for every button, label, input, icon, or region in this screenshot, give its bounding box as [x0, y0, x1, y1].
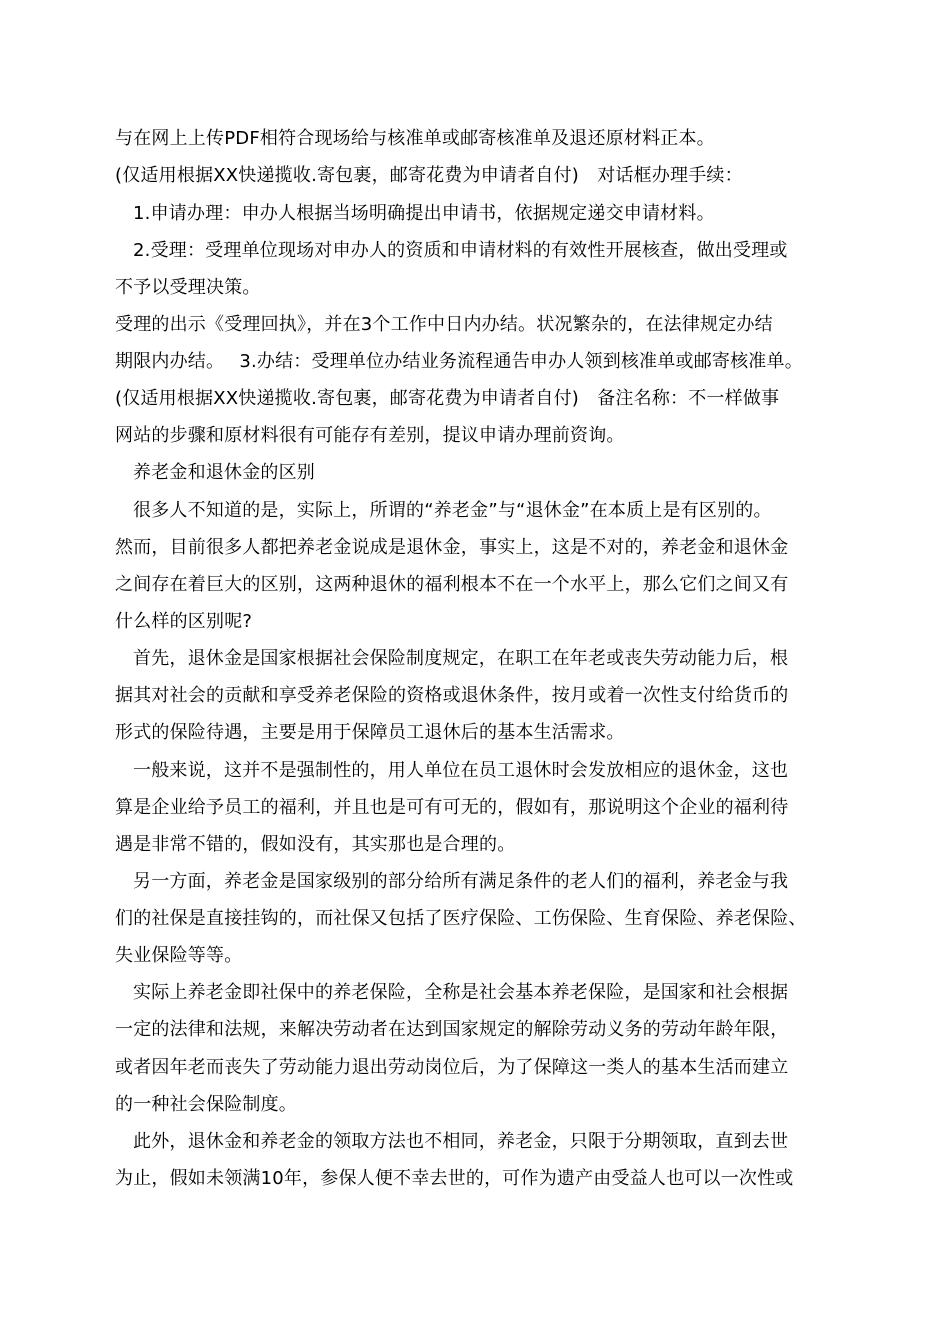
text-line: 然而，目前很多人都把养老金说成是退休金，事实上，这是不对的，养老金和退休金: [115, 537, 789, 558]
text-line: 为止，假如未领满10年，参保人便不幸去世的，可作为遗产由受益人也可以一次性或: [115, 1168, 794, 1189]
text-line: 另一方面，养老金是国家级别的部分给所有满足条件的老人们的福利，养老金与我: [133, 871, 789, 892]
text-line: 算是企业给予员工的福利，并且也是可有可无的，假如有，那说明这个企业的福利待: [115, 797, 789, 818]
text-line: 期限内办结。 3.办结：受理单位办结业务流程通告申办人领到核准单或邮寄核准单。: [115, 351, 803, 372]
text-line: 们的社保是直接挂钩的，而社保又包括了医疗保险、工伤保险、生育保险、养老保险、: [115, 908, 807, 929]
text-line: 之间存在着巨大的区别，这两种退休的福利根本不在一个水平上，那么它们之间又有: [115, 574, 789, 595]
text-line: 失业保险等等。: [115, 945, 243, 966]
section-heading: 养老金和退休金的区别: [133, 462, 315, 483]
text-line: 此外，退休金和养老金的领取方法也不相同，养老金，只限于分期领取，直到去世: [133, 1131, 789, 1152]
text-line: 网站的步骤和原材料很有可能存有差别，提议申请办理前资询。: [115, 425, 625, 446]
text-line: 形式的保险待遇，主要是用于保障员工退休后的基本生活需求。: [115, 722, 625, 743]
text-line: 首先，退休金是国家根据社会保险制度规定，在职工在年老或丧失劳动能力后，根: [133, 648, 789, 669]
text-line: 不予以受理决策。: [115, 277, 261, 298]
text-line: (仅适用根据XX快递揽收.寄包裹，邮寄花费为申请者自付) 备注名称：不一样做事: [115, 388, 780, 409]
text-line: 或者因年老而丧失了劳动能力退出劳动岗位后，为了保障这一类人的基本生活而建立: [115, 1057, 789, 1078]
text-line: 2.受理：受理单位现场对申办人的资质和申请材料的有效性开展核查，做出受理或: [133, 240, 788, 261]
text-line: 据其对社会的贡献和享受养老保险的资格或退休条件，按月或着一次性支付给货币的: [115, 685, 789, 706]
text-line: 受理的出示《受理回执》，并在3个工作中日内办结。状况繁杂的，在法律规定办结: [115, 314, 773, 335]
text-line: 与在网上上传PDF相符合现场给与核准单或邮寄核准单及退还原材料正本。: [115, 128, 715, 149]
text-line: 1.申请办理：申办人根据当场明确提出申请书，依据规定递交申请材料。: [133, 203, 715, 224]
text-line: (仅适用根据XX快递揽收.寄包裹，邮寄花费为申请者自付) 对话框办理手续：: [115, 165, 743, 186]
text-line: 什么样的区别呢?: [115, 611, 253, 632]
text-line: 实际上养老金即社保中的养老保险，全称是社会基本养老保险，是国家和社会根据: [133, 982, 789, 1003]
text-line: 一定的法律和法规，来解决劳动者在达到国家规定的解除劳动义务的劳动年龄年限，: [115, 1019, 789, 1040]
text-line: 的一种社会保险制度。: [115, 1094, 297, 1115]
text-line: 一般来说，这并不是强制性的，用人单位在员工退休时会发放相应的退休金，这也: [133, 760, 789, 781]
text-line: 遇是非常不错的，假如没有，其实那也是合理的。: [115, 834, 516, 855]
text-line: 很多人不知道的是，实际上，所谓的“养老金”与“退休金”在本质上是有区别的。: [133, 500, 772, 521]
